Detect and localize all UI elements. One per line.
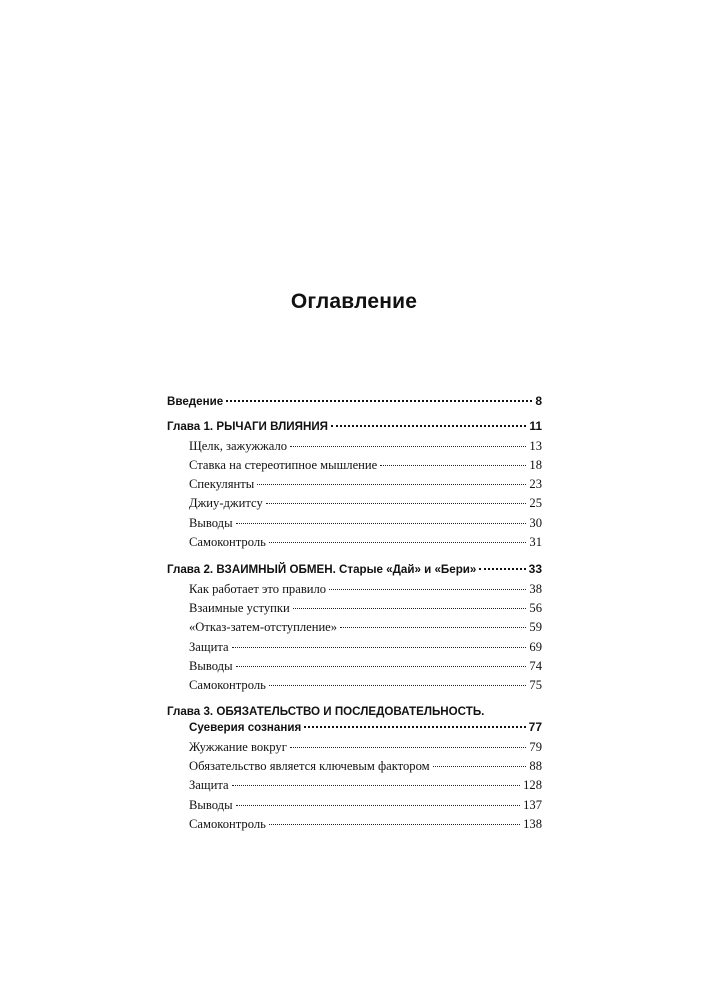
toc-item[interactable] — [167, 439, 542, 458]
toc-item-label: Защита — [189, 778, 229, 793]
toc-page-number: 18 — [529, 457, 542, 472]
toc-item-label: Джиу-джитсу — [189, 496, 263, 511]
toc-page-number: 138 — [523, 816, 542, 831]
toc-page-number: 69 — [529, 639, 542, 654]
dot-leader — [266, 503, 527, 504]
dot-leader — [236, 523, 527, 524]
dot-leader — [304, 726, 525, 728]
dot-leader — [380, 465, 526, 466]
toc-page-number: 74 — [529, 658, 542, 673]
toc-chapter-label: Глава 2. ВЗАИМНЫЙ ОБМЕН. Старые «Дай» и «Бери» — [167, 563, 477, 577]
toc-page-number: 13 — [529, 438, 542, 453]
dot-leader — [269, 824, 520, 825]
dot-leader — [226, 400, 532, 402]
toc-chapter-3-line2[interactable] — [167, 720, 542, 739]
dot-leader — [257, 484, 526, 485]
toc-item-label: Спекулянты — [189, 477, 255, 492]
toc-item-label: Самоконтроль — [189, 816, 266, 831]
toc-page-number: 33 — [528, 562, 542, 577]
toc-item-label: Выводы — [189, 515, 233, 530]
toc-chapter-label: Глава 3. ОБЯЗАТЕЛЬСТВО И ПОСЛЕДОВАТЕЛЬНОСТЬ. — [167, 705, 485, 719]
toc-item-label: Взаимные уступки — [189, 600, 290, 615]
toc-item[interactable] — [167, 516, 542, 535]
dot-leader — [232, 785, 521, 786]
toc-item[interactable] — [167, 778, 542, 797]
toc-chapter-2[interactable] — [167, 562, 542, 581]
dot-leader — [232, 647, 527, 648]
toc-page-number: 77 — [528, 720, 542, 735]
dot-leader — [293, 608, 527, 609]
toc-item[interactable] — [167, 678, 542, 697]
dot-leader — [479, 568, 525, 570]
dot-leader — [340, 627, 526, 628]
dot-leader — [329, 589, 526, 590]
toc-page-number: 25 — [529, 496, 542, 511]
toc-item[interactable] — [167, 817, 542, 836]
toc-item-label: Выводы — [189, 658, 233, 673]
toc-item[interactable] — [167, 496, 542, 515]
toc-item[interactable] — [167, 659, 542, 678]
dot-leader — [331, 425, 526, 427]
toc-item[interactable] — [167, 477, 542, 496]
page-title: Оглавление — [290, 290, 418, 313]
toc-item-label: Обязательство является ключевым фактором — [189, 759, 430, 774]
table-of-contents — [167, 394, 542, 836]
dot-leader — [290, 747, 527, 748]
toc-entry-label: Введение — [167, 395, 224, 408]
toc-item-label: Как работает это правило — [189, 581, 327, 596]
dot-leader — [269, 542, 527, 543]
toc-item-label: Жужжание вокруг — [189, 739, 287, 754]
toc-page-number: 38 — [529, 581, 542, 596]
toc-item[interactable] — [167, 458, 542, 477]
toc-page-number: 31 — [529, 535, 542, 550]
toc-item-label: Выводы — [189, 797, 233, 812]
toc-page-number: 128 — [523, 778, 542, 793]
toc-item-label: Защита — [189, 639, 229, 654]
toc-page-number: 137 — [523, 797, 542, 812]
dot-leader — [236, 666, 527, 667]
toc-item-label: «Отказ-затем-отступление» — [189, 620, 338, 635]
toc-item[interactable] — [167, 640, 542, 659]
toc-page-number: 56 — [529, 600, 542, 615]
toc-page-number: 23 — [529, 477, 542, 492]
toc-page-number: 11 — [529, 419, 542, 434]
toc-page-number: 30 — [529, 515, 542, 530]
toc-item[interactable] — [167, 601, 542, 620]
toc-item-label: Ставка на стереотипное мышление — [189, 457, 378, 472]
toc-item[interactable] — [167, 620, 542, 639]
dot-leader — [236, 805, 521, 806]
toc-page-number: 75 — [529, 678, 542, 693]
toc-item[interactable] — [167, 798, 542, 817]
dot-leader — [433, 766, 527, 767]
toc-chapter-1[interactable] — [167, 419, 542, 438]
toc-page-number: 88 — [529, 759, 542, 774]
toc-item-label: Щелк, зажужжало — [189, 438, 288, 453]
toc-page-number: 79 — [529, 739, 542, 754]
toc-page-number: 8 — [535, 394, 542, 408]
toc-item[interactable] — [167, 740, 542, 759]
dot-leader — [269, 685, 527, 686]
toc-chapter-subtitle: Суеверия сознания — [189, 721, 302, 735]
toc-item-label: Самоконтроль — [189, 535, 266, 550]
toc-item[interactable] — [167, 535, 542, 554]
toc-item-label: Самоконтроль — [189, 678, 266, 693]
toc-item[interactable] — [167, 759, 542, 778]
toc-chapter-label: Глава 1. РЫЧАГИ ВЛИЯНИЯ — [167, 420, 328, 434]
toc-item[interactable] — [167, 582, 542, 601]
toc-entry-intro[interactable] — [167, 394, 542, 413]
dot-leader — [290, 446, 526, 447]
toc-page-number: 59 — [529, 620, 542, 635]
